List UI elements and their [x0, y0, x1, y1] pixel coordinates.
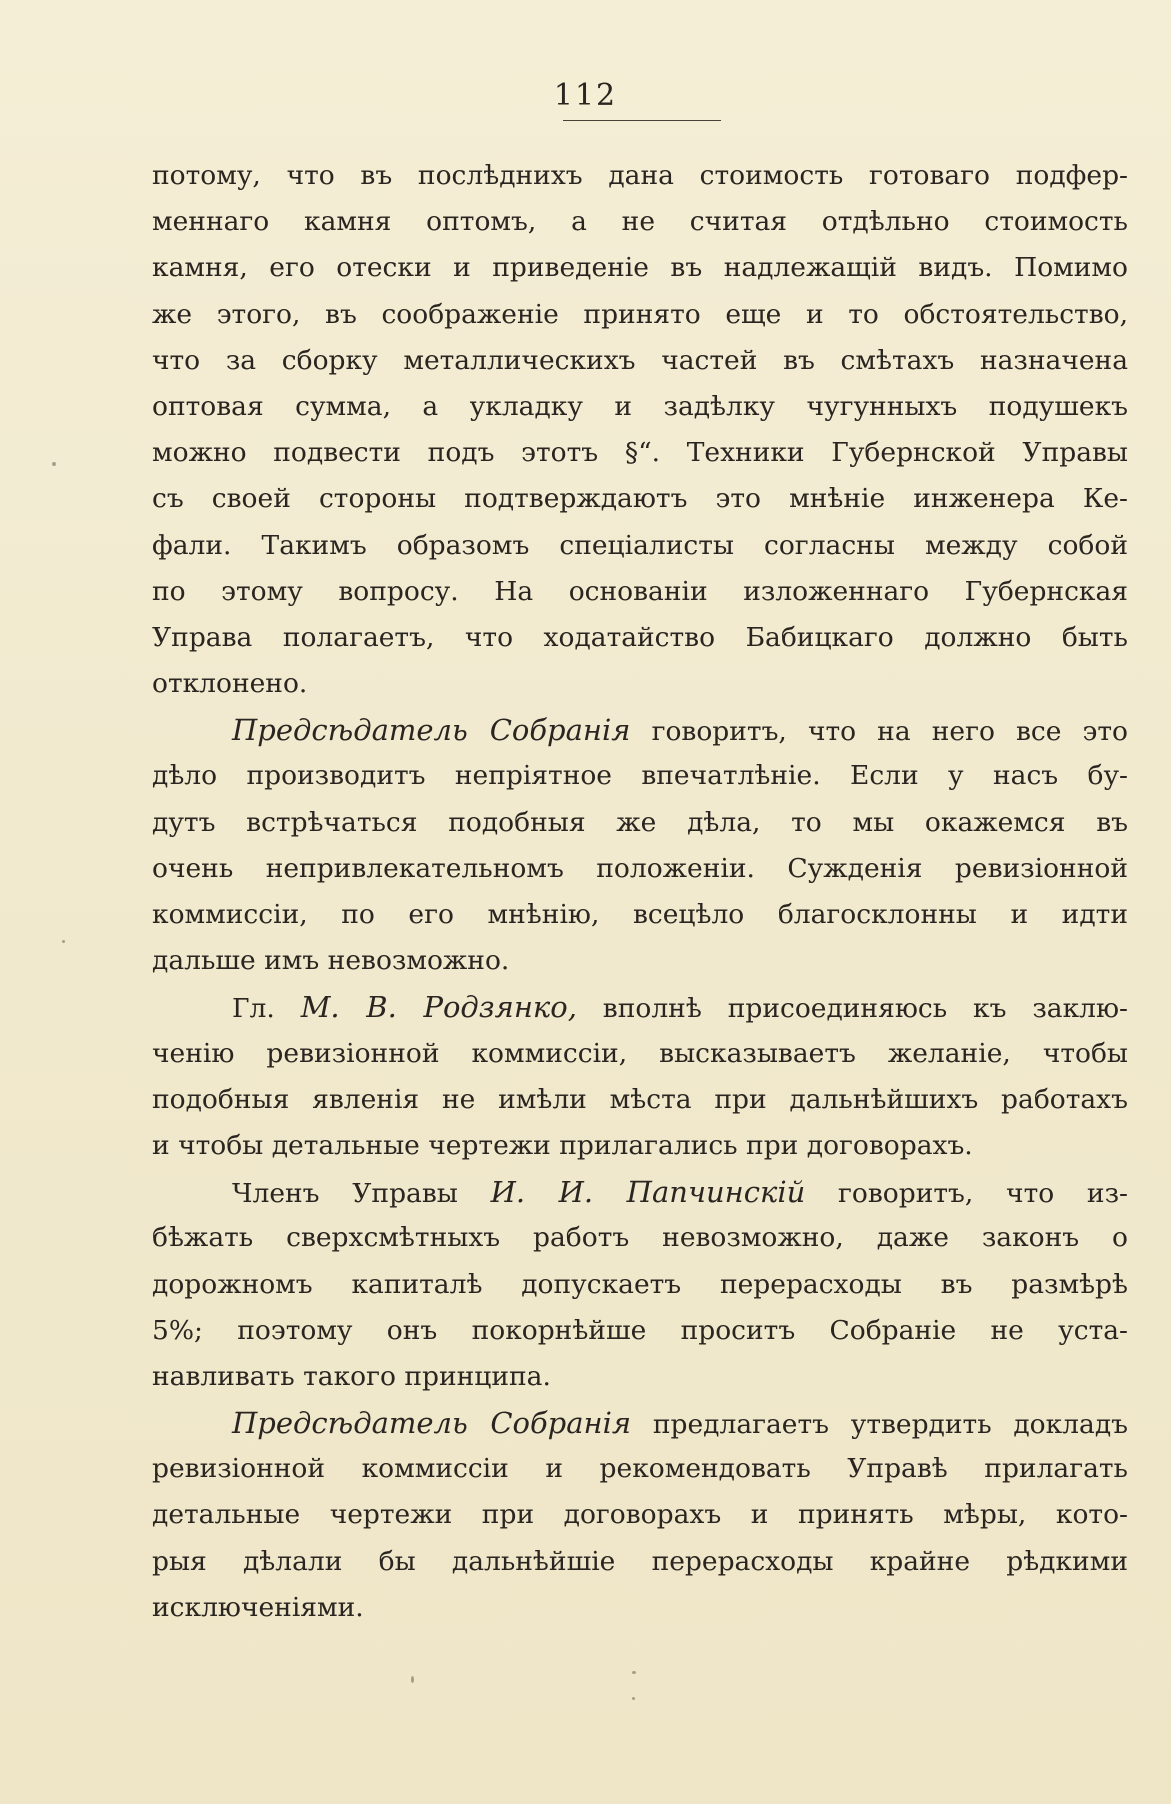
text-line: дѣло производитъ непріятное впечатлѣніе. Если у насъ бу-: [152, 760, 1128, 792]
paper-speck: [632, 1697, 635, 1700]
text-line: Предсѣдатель Собранія предлагаетъ утвердить докладъ: [232, 1406, 1128, 1441]
text-line: же этого, въ соображеніе принято еще и то обстоятельство,: [152, 298, 1128, 330]
paragraph: [152, 984, 1128, 1169]
text-line: дорожномъ капиталѣ допускаетъ перерасходы въ размѣрѣ: [152, 1268, 1128, 1300]
paragraph: [152, 1400, 1128, 1631]
text-line: ревизіонной коммиссіи и рекомендовать Управѣ прилагать: [152, 1453, 1128, 1485]
text-line: отклонено.: [152, 668, 308, 700]
speaker-name: И. И. Папчинскій: [490, 1175, 806, 1210]
text-line: потому, что въ послѣднихъ дана стоимость готоваго подфер-: [152, 160, 1128, 191]
text-line: оптовая сумма, а укладку и задѣлку чугунныхъ подушекъ: [152, 390, 1128, 422]
paper-speck: [632, 1671, 636, 1674]
header-rule: [563, 120, 721, 121]
text-line: камня, его отески и приведеніе въ надлежащій видъ. Помимо: [152, 252, 1128, 284]
body-text: [152, 153, 1128, 1631]
text-line: детальные чертежи при договорахъ и принять мѣры, кото-: [152, 1499, 1128, 1531]
text-line: Предсѣдатель Собранія говоритъ, что на него все это: [232, 713, 1128, 748]
text-line: и чтобы детальные чертежи прилагались при договорахъ.: [152, 1129, 973, 1161]
text-line: фали. Такимъ образомъ спеціалисты согласны между собой: [152, 529, 1128, 561]
speaker-name: М. В. Родзянко,: [300, 990, 577, 1025]
text-line: что за сборку металлическихъ частей въ смѣтахъ назначена: [152, 344, 1128, 376]
text-line: Управа полагаетъ, что ходатайство Бабицкаго должно быть: [152, 621, 1128, 653]
text-line: дальше имъ невозможно.: [152, 945, 510, 977]
text-line: Гл. М. В. Родзянко, вполнѣ присоединяюсь къ заклю-: [232, 990, 1128, 1025]
text-line: ченію ревизіонной коммиссіи, высказываетъ желаніе, чтобы: [152, 1037, 1128, 1069]
paper-speck: [52, 462, 56, 466]
text-line: можно подвести подъ этотъ §“. Техники Губернской Управы: [152, 437, 1128, 469]
text-line: по этому вопросу. На основаніи изложеннаго Губернская: [152, 575, 1128, 607]
text-line: дутъ встрѣчаться подобныя же дѣла, то мы окажемся въ: [152, 806, 1128, 838]
text-line: исключеніями.: [152, 1591, 364, 1623]
text-line: меннаго камня оптомъ, а не считая отдѣльно стоимость: [152, 206, 1128, 238]
paragraph: [152, 707, 1128, 984]
paper-speck: [62, 940, 65, 943]
text-line: очень непривлекательномъ положеніи. Сужденія ревизіонной: [152, 852, 1128, 884]
speaker-name: Предсѣдатель Собранія: [232, 713, 631, 748]
text-line: съ своей стороны подтверждаютъ это мнѣніе инженера Ке-: [152, 483, 1128, 515]
text-line: 5%; поэтому онъ покорнѣйше проситъ Собраніе не уста-: [152, 1314, 1128, 1346]
text-line: подобныя явленія не имѣли мѣста при дальнѣйшихъ работахъ: [152, 1083, 1128, 1115]
text-line: Членъ Управы И. И. Папчинскій говоритъ, что из-: [232, 1175, 1128, 1210]
paragraph: [152, 1169, 1128, 1400]
text-line: коммиссіи, по его мнѣнію, всецѣло благосклонны и идти: [152, 899, 1128, 930]
paper-speck: [411, 1676, 414, 1683]
text-line: навливать такого принципа.: [152, 1360, 551, 1392]
text-line: рыя дѣлали бы дальнѣйшіе перерасходы крайне рѣдкими: [152, 1545, 1128, 1577]
page-number: 112: [553, 78, 618, 113]
speaker-name: Предсѣдатель Собранія: [232, 1406, 632, 1441]
paragraph: [152, 153, 1128, 707]
text-line: бѣжать сверхсмѣтныхъ работъ невозможно, даже законъ о: [152, 1222, 1128, 1254]
